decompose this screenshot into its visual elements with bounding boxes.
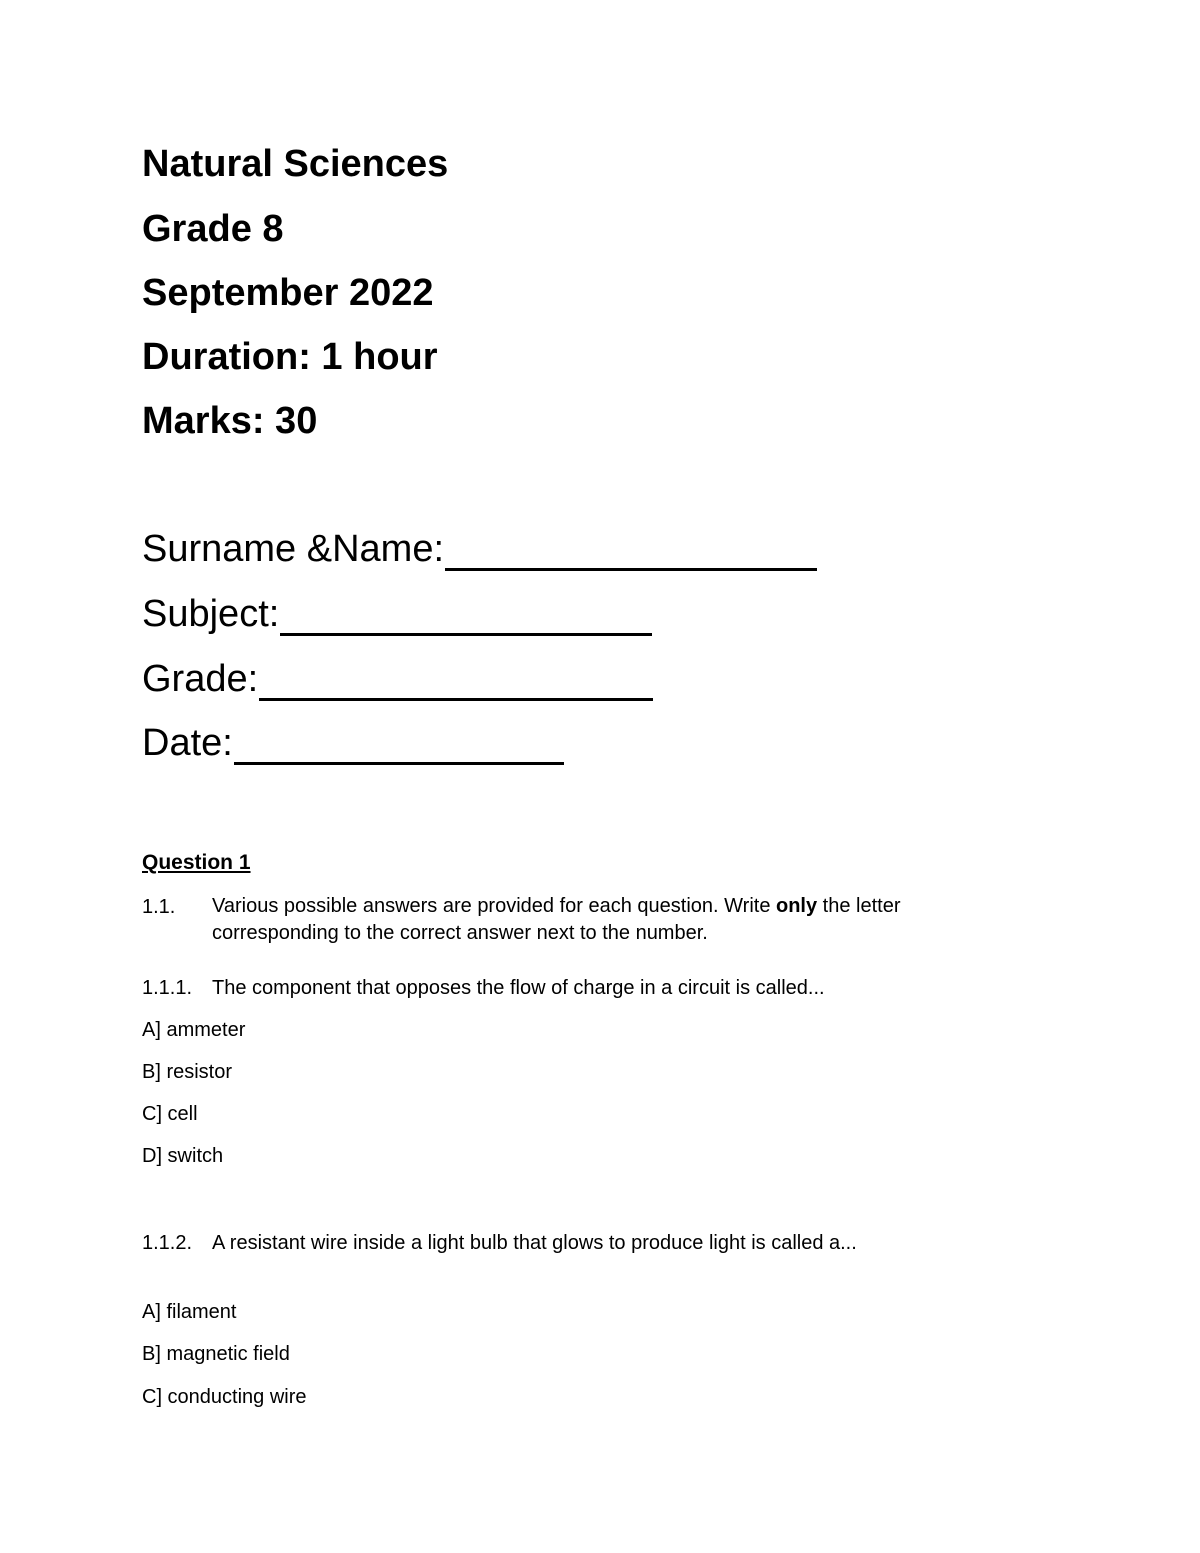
item-1-1-number: 1.1. [142,896,176,918]
item-1-1-2-number: 1.1.2. [142,1232,193,1254]
subject-field [142,592,652,636]
duration: Duration: 1 hour [142,336,438,378]
name-field [142,527,817,571]
item-1-1-1-question: The component that opposes the flow of charge in a circuit is called... [212,977,825,999]
subject-title: Natural Sciences [142,143,449,185]
q1-1-2-option-b: B] magnetic field [142,1343,290,1365]
date-blank-line[interactable] [234,726,564,765]
q1-1-2-option-a: A] filament [142,1301,237,1323]
instruction-bold-word: only [776,895,818,917]
q1-1-2-option-c: C] conducting wire [142,1386,307,1408]
subject-field-label: Subject: [142,593,280,635]
name-blank-line[interactable] [445,532,817,571]
item-1-1-1-number: 1.1.1. [142,977,193,999]
grade-field [142,657,653,701]
q1-1-1-option-b: B] resistor [142,1061,233,1083]
instruction-text-after: the letter corresponding to the correct answer next to the number. [212,895,901,944]
q1-1-1-option-a: A] ammeter [142,1019,246,1041]
instruction-text-before: Various possible answers are provided for each question. Write [212,895,776,917]
grade-title: Grade 8 [142,208,284,250]
q1-1-1-option-c: C] cell [142,1103,198,1125]
subject-blank-line[interactable] [280,597,652,636]
name-field-label: Surname &Name: [142,528,445,570]
item-1-1-instruction [212,893,992,947]
grade-field-label: Grade: [142,658,259,700]
total-marks: Marks: 30 [142,400,318,442]
exam-date: September 2022 [142,272,434,314]
item-1-1-2-question: A resistant wire inside a light bulb that glows to produce light is called a... [212,1232,857,1254]
question-1-heading: Question 1 [142,851,251,874]
q1-1-1-option-d: D] switch [142,1145,224,1167]
grade-blank-line[interactable] [259,662,653,701]
date-field [142,721,564,765]
date-field-label: Date: [142,722,233,764]
